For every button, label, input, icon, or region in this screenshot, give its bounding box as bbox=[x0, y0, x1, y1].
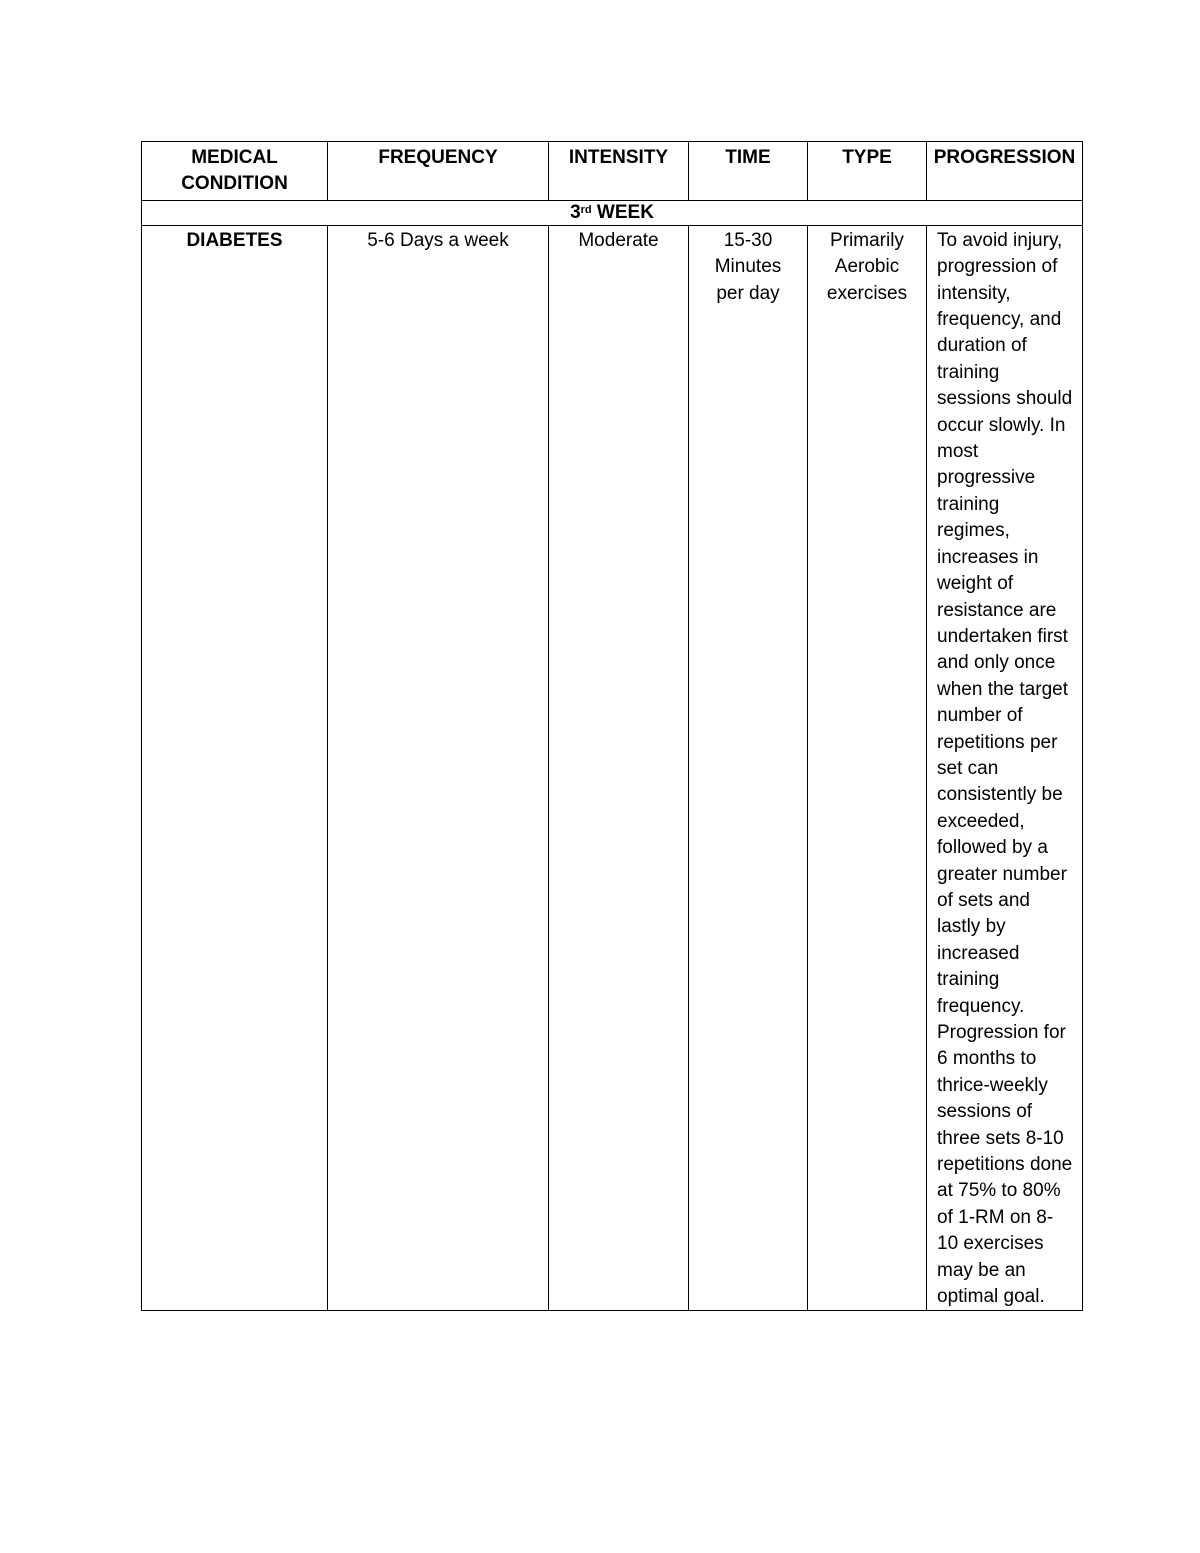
type-cell bbox=[808, 225, 927, 1311]
week-label bbox=[142, 200, 1083, 225]
intensity-cell: Moderate bbox=[549, 225, 689, 1311]
condition-cell: DIABETES bbox=[142, 225, 328, 1311]
exercise-prescription-table bbox=[141, 141, 1083, 1311]
header-medical-condition: MEDICAL CONDITION bbox=[142, 142, 328, 201]
header-frequency: FREQUENCY bbox=[328, 142, 549, 201]
week-suffix: rd bbox=[580, 203, 592, 216]
frequency-cell: 5-6 Days a week bbox=[328, 225, 549, 1311]
header-time: TIME bbox=[689, 142, 808, 201]
header-progression: PROGRESSION bbox=[927, 142, 1083, 201]
header-intensity: INTENSITY bbox=[549, 142, 689, 201]
week-row bbox=[142, 200, 1083, 225]
header-type: TYPE bbox=[808, 142, 927, 201]
week-number: 3 bbox=[570, 201, 581, 223]
time-text: 15-30 Minutes per day bbox=[714, 229, 782, 304]
week-text: WEEK bbox=[596, 201, 654, 223]
table-row bbox=[142, 225, 1083, 1311]
progression-cell: To avoid injury, progression of intensity, frequency, and duration of training sessions should occur slowly. In most progressive training regimes, increases in weight of resistance are undertaken first and only once when the target number of repetitions per set can consistently be exceeded, followed by a greater number of sets and lastly by increased training frequency. Progression for 6 months to thrice-weekly sessions of three sets 8-10 repetitions done at 75% to 80% of 1-RM on 8-10 exercises may be an optimal goal. bbox=[927, 225, 1083, 1311]
time-cell bbox=[689, 225, 808, 1311]
type-text: Primarily Aerobic exercises bbox=[826, 229, 908, 304]
header-row bbox=[142, 142, 1083, 201]
